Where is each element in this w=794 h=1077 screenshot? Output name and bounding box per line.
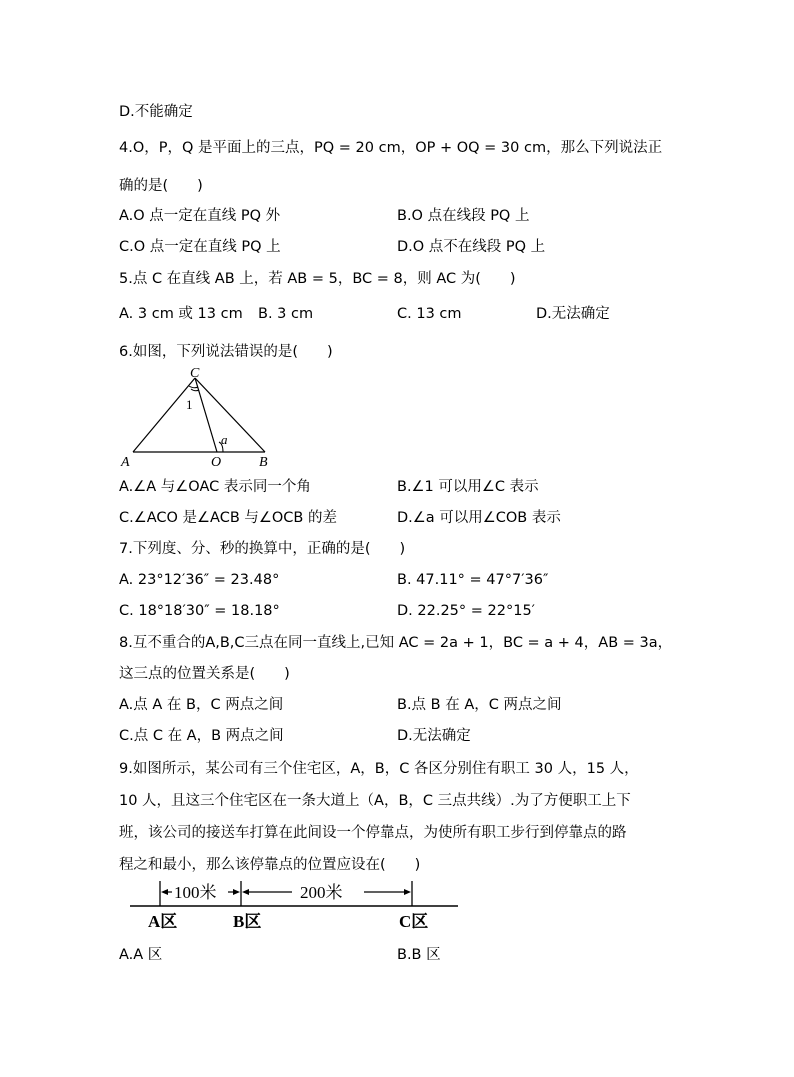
q9-option-a: A.A 区: [119, 947, 163, 963]
q4-option-b: B.O 点在线段 PQ 上: [397, 208, 530, 224]
q7-option-c: C. 18°18′30″ = 18.18°: [119, 603, 280, 619]
q8-stem-line1: 8.互不重合的A,B,C三点在同一直线上,已知 AC = 2a + 1，BC = a + 4，AB = 3a，: [119, 635, 673, 651]
q5-stem: 5.点 C 在直线 AB 上，若 AB = 5，BC = 8，则 AC 为( ): [119, 271, 516, 287]
zone-c-label: C区: [399, 912, 429, 931]
q7-option-b: B. 47.11° = 47°7′36″: [397, 572, 549, 588]
q8-option-c: C.点 C 在 A，B 两点之间: [119, 728, 284, 744]
q6-option-d: D.∠a 可以用∠COB 表示: [397, 510, 561, 526]
q7-stem: 7.下列度、分、秒的换算中，正确的是( ): [119, 541, 406, 557]
q4-stem-line1: 4.O，P，Q 是平面上的三点，PQ = 20 cm，OP + OQ = 30 cm，那么下列说法正: [119, 140, 663, 156]
q5-option-c: C. 13 cm: [397, 306, 462, 322]
zone-b-label: B区: [233, 912, 262, 931]
q6-option-a: A.∠A 与∠OAC 表示同一个角: [119, 479, 311, 495]
label-angle-a: a: [221, 432, 228, 447]
q4-stem-line2: 确的是( ): [119, 178, 203, 194]
q9-stem-line4: 程之和最小，那么该停靠点的位置应设在( ): [119, 857, 421, 873]
q4-option-c: C.O 点一定在直线 PQ 上: [119, 239, 281, 255]
q6-stem: 6.如图，下列说法错误的是( ): [119, 344, 333, 360]
distance-ab-label: 100米: [174, 883, 217, 902]
q3-option-d: D.不能确定: [119, 104, 193, 120]
q4-option-d: D.O 点不在线段 PQ 上: [397, 239, 546, 255]
q4-option-a: A.O 点一定在直线 PQ 外: [119, 208, 281, 224]
q5-option-a: A. 3 cm 或 13 cm: [119, 306, 243, 322]
zone-a-label: A区: [148, 912, 178, 931]
q6-triangle-figure: [115, 364, 285, 470]
angle-1-arc: [189, 386, 198, 388]
q9-stem-line3: 班，该公司的接送车打算在此间设一个停靠点，为使所有职工步行到停靠点的路: [119, 825, 627, 841]
arrowhead-right-1: [233, 889, 240, 895]
q9-stem-line1: 9.如图所示，某公司有三个住宅区，A，B，C 各区分别住有职工 30 人，15 人，: [119, 761, 639, 777]
q8-stem-line2: 这三点的位置关系是( ): [119, 666, 290, 682]
label-angle-1: 1: [186, 397, 193, 412]
label-b: B: [259, 455, 268, 470]
q9-road-figure: [128, 875, 464, 935]
q7-option-a: A. 23°12′36″ = 23.48°: [119, 572, 280, 588]
q8-option-a: A.点 A 在 B，C 两点之间: [119, 697, 284, 713]
label-o: O: [211, 455, 222, 470]
label-c: C: [190, 366, 200, 381]
q7-option-d: D. 22.25° = 22°15′: [397, 603, 535, 619]
q9-stem-line2: 10 人，且这三个住宅区在一条大道上（A，B，C 三点共线）.为了方便职工上下: [119, 793, 631, 809]
q8-option-d: D.无法确定: [397, 728, 471, 744]
q5-option-d: D.无法确定: [536, 306, 610, 322]
label-a: A: [121, 455, 130, 470]
distance-bc-label: 200米: [300, 883, 343, 902]
arrowhead-right-2: [404, 889, 411, 895]
q5-option-b: B. 3 cm: [258, 306, 314, 322]
segment-ac: [133, 378, 195, 452]
q6-option-c: C.∠ACO 是∠ACB 与∠OCB 的差: [119, 510, 337, 526]
q6-option-b: B.∠1 可以用∠C 表示: [397, 479, 539, 495]
q8-option-b: B.点 B 在 A，C 两点之间: [397, 697, 562, 713]
q9-option-b: B.B 区: [397, 947, 441, 963]
